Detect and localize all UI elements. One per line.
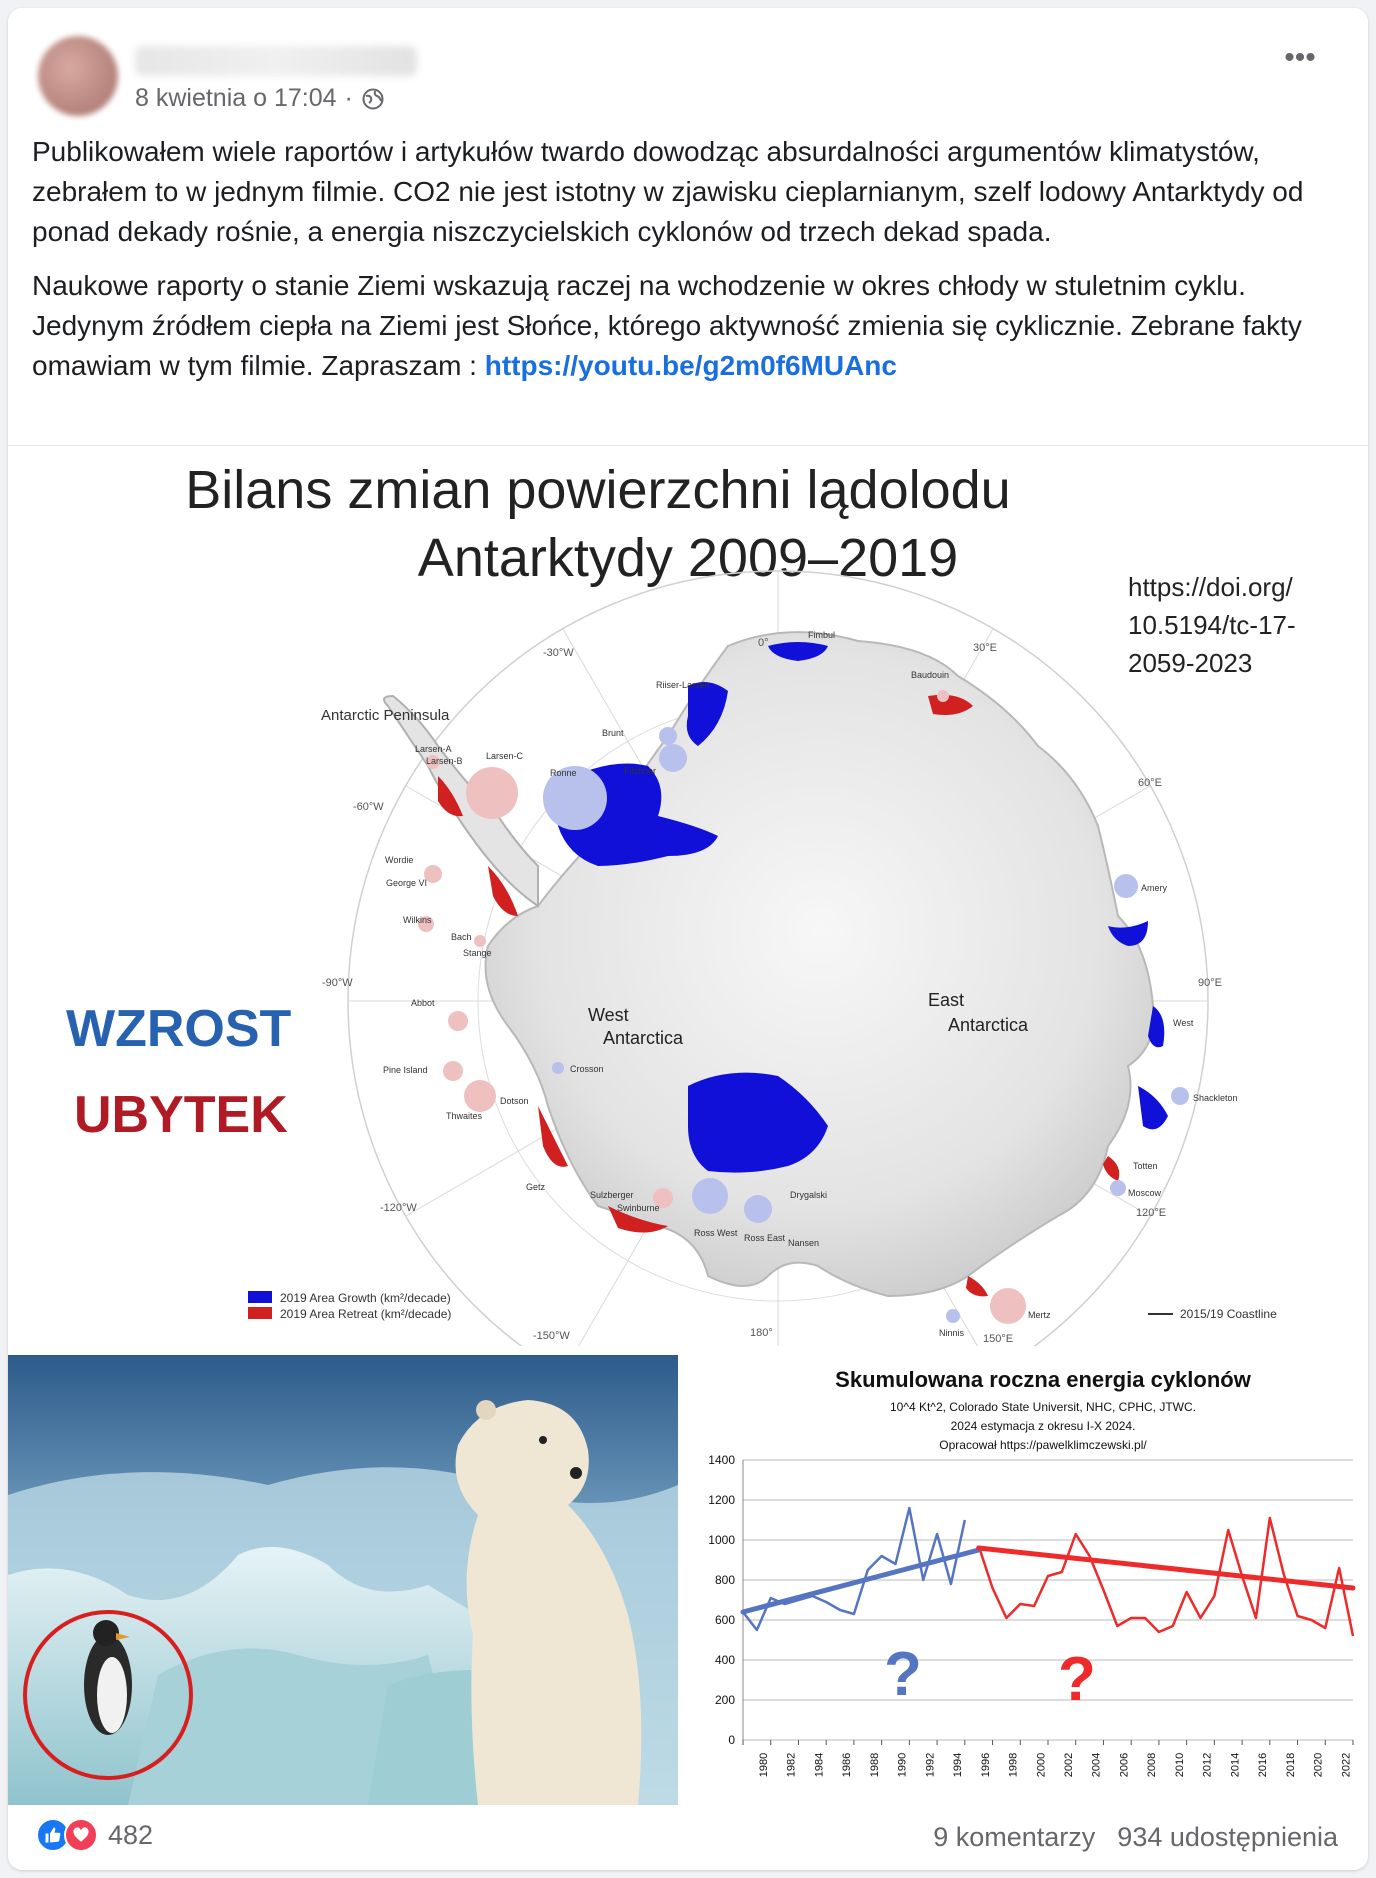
abbot-circle — [448, 1011, 468, 1031]
post-card — [8, 8, 1368, 1870]
peninsula-label: Antarctic Peninsula — [321, 707, 450, 724]
x-tick-label: 2002 — [1063, 1752, 1075, 1778]
svg-text:Thwaites: Thwaites — [446, 1111, 483, 1121]
svg-text:Larsen-C: Larsen-C — [486, 751, 524, 761]
loss-label: UBYTEK — [74, 1086, 288, 1144]
x-tick-label: 1988 — [868, 1752, 881, 1778]
post-paragraph-1: Publikowałem wiele raportów i artykułów twardo dowodząc absurdalności argumentów klimatystów, zebrałem to w jednym filmie. CO2 nie jest istotny w zjawisku cieplarnianym, szelf lodowy Antarktydy od ponad dekady rośnie, a energia niszczycielskich cyklonów od trzech dekad spada. — [32, 136, 1304, 247]
chart-x-ticks — [743, 1740, 1368, 1777]
svg-text:-150°W: -150°W — [533, 1330, 570, 1342]
y-tick-label: 1200 — [708, 1493, 735, 1507]
svg-text:Drygalski: Drygalski — [790, 1190, 828, 1200]
moscow-circle — [1110, 1180, 1126, 1196]
question-mark-red: ? — [1058, 1645, 1096, 1714]
y-tick-label: 200 — [714, 1693, 735, 1707]
y-tick-label: 600 — [714, 1613, 735, 1627]
mertz-circle — [990, 1288, 1026, 1324]
svg-text:-120°W: -120°W — [380, 1202, 417, 1214]
west-label-2: Antarctica — [603, 1028, 684, 1048]
doi-line3: 2059-2023 — [1128, 648, 1253, 678]
post-header — [38, 36, 1338, 126]
svg-text:Baudouin: Baudouin — [911, 670, 950, 680]
reactions-summary[interactable] — [36, 1818, 153, 1852]
svg-text:Bach: Bach — [451, 932, 472, 942]
y-tick-label: 800 — [714, 1573, 735, 1587]
y-tick-label: 1000 — [708, 1533, 735, 1547]
bach-circle — [474, 935, 486, 947]
series-line-red — [979, 1518, 1353, 1636]
x-tick-label: 2018 — [1284, 1752, 1297, 1778]
trend-line-blue — [743, 1550, 979, 1612]
map-svg — [8, 446, 1368, 1346]
x-tick-label: 2010 — [1173, 1752, 1186, 1778]
x-tick-label: 2006 — [1118, 1752, 1131, 1778]
svg-text:Getz: Getz — [526, 1182, 546, 1192]
ross-west-circle — [692, 1178, 728, 1214]
shackleton-growth — [1138, 1086, 1168, 1129]
chart-series — [743, 1508, 1353, 1636]
x-tick-label: 1992 — [924, 1752, 937, 1778]
svg-text:Shackleton: Shackleton — [1193, 1093, 1238, 1103]
map-title-line2: Antarktydy 2009–2019 — [417, 528, 959, 588]
y-tick-label: 1400 — [708, 1453, 735, 1467]
svg-text:Riiser-Larsen: Riiser-Larsen — [656, 680, 710, 690]
larsen-c-circle — [466, 767, 518, 819]
svg-text:Ross East: Ross East — [744, 1233, 786, 1243]
thwaites-circle — [464, 1080, 496, 1112]
shackleton-circle — [1171, 1087, 1189, 1105]
svg-text:Amery: Amery — [1141, 883, 1168, 893]
svg-text:Ninnis: Ninnis — [939, 1328, 965, 1338]
post-footer — [8, 1804, 1368, 1870]
x-tick-label: 1982 — [785, 1752, 798, 1778]
timestamp[interactable]: 8 kwietnia o 17:04 — [135, 84, 337, 112]
legend-coast-label: 2015/19 Coastline — [1180, 1307, 1277, 1321]
y-tick-label: 0 — [728, 1733, 735, 1747]
svg-text:Moscow: Moscow — [1128, 1188, 1162, 1198]
svg-text:Larsen-A: Larsen-A — [415, 744, 452, 754]
svg-text:Ronne: Ronne — [550, 768, 577, 778]
polar-scene-svg — [8, 1355, 678, 1805]
baudouin-circle — [937, 690, 949, 702]
legend-growth-label: 2019 Area Growth (km²/decade) — [280, 1291, 451, 1305]
post-paragraph-2 — [32, 266, 1344, 386]
cyclone-energy-chart-image[interactable] — [688, 1355, 1368, 1805]
shares-count[interactable]: 934 udostępnienia — [1117, 1822, 1338, 1852]
meta-separator: · — [344, 84, 353, 112]
svg-text:60°E: 60°E — [1138, 777, 1162, 789]
svg-text:-60°W: -60°W — [353, 801, 384, 813]
svg-text:Dotson: Dotson — [500, 1096, 529, 1106]
svg-text:Crosson: Crosson — [570, 1064, 604, 1074]
comments-count[interactable]: 9 komentarzy — [933, 1822, 1096, 1852]
filchner-circle — [659, 744, 687, 772]
doi-line1: https://doi.org/ — [1128, 572, 1293, 602]
svg-text:Filchner: Filchner — [624, 766, 657, 776]
svg-text:Swinburne: Swinburne — [617, 1203, 660, 1213]
east-label-2: Antarctica — [948, 1015, 1029, 1035]
svg-text:30°E: 30°E — [973, 642, 997, 654]
svg-text:180°: 180° — [750, 1327, 773, 1339]
video-link[interactable]: https://youtu.be/g2m0f6MUAnc — [484, 350, 897, 381]
svg-text:Mertz: Mertz — [1028, 1310, 1051, 1320]
mertz-retreat — [966, 1276, 988, 1296]
svg-text:120°E: 120°E — [1136, 1207, 1167, 1219]
chart-gridlines — [743, 1460, 1353, 1740]
antarctica-map-image[interactable] — [8, 445, 1368, 1345]
svg-text:Nansen: Nansen — [788, 1238, 820, 1248]
y-tick-label: 400 — [714, 1653, 735, 1667]
brunt-circle — [659, 727, 677, 745]
west-label-1: West — [588, 1005, 629, 1025]
legend-retreat-label: 2019 Area Retreat (km²/decade) — [280, 1307, 452, 1321]
chart-y-ticks — [708, 1453, 735, 1747]
x-tick-label: 2016 — [1257, 1752, 1270, 1778]
x-tick-label: 1986 — [841, 1752, 854, 1778]
doi-line2: 10.5194/tc-17- — [1128, 610, 1296, 640]
svg-text:Sulzberger: Sulzberger — [590, 1190, 634, 1200]
legend-growth-swatch — [248, 1291, 272, 1303]
x-tick-label: 2004 — [1090, 1752, 1103, 1778]
question-mark-blue: ? — [884, 1640, 922, 1709]
x-tick-label: 1990 — [896, 1752, 909, 1778]
svg-text:Wilkins: Wilkins — [403, 915, 432, 925]
x-tick-label: 1980 — [758, 1752, 770, 1778]
series-line-blue — [743, 1508, 965, 1630]
crosson-circle — [552, 1062, 564, 1074]
svg-text:Totten: Totten — [1133, 1161, 1158, 1171]
x-tick-label: 2022 — [1340, 1752, 1353, 1778]
pine-island-circle — [443, 1061, 463, 1081]
ross-east-circle — [744, 1195, 772, 1223]
svg-text:Pine Island: Pine Island — [383, 1065, 428, 1075]
svg-text:Abbot: Abbot — [411, 998, 435, 1008]
post-meta — [135, 84, 385, 113]
svg-text:Larsen-B: Larsen-B — [426, 756, 463, 766]
trend-line-red — [979, 1548, 1353, 1588]
svg-text:-90°W: -90°W — [322, 977, 353, 989]
engagement-counts — [933, 1822, 1338, 1853]
reaction-count: 482 — [108, 1819, 154, 1850]
legend-retreat-swatch — [248, 1307, 272, 1319]
svg-text:Wordie: Wordie — [385, 855, 414, 865]
x-tick-label: 1994 — [952, 1752, 965, 1778]
x-tick-label: 2000 — [1035, 1752, 1048, 1778]
east-label-1: East — [928, 990, 965, 1010]
x-tick-label: 1996 — [979, 1752, 992, 1778]
globe-icon — [361, 87, 385, 111]
chart-title: Skumulowana roczna energia cyklonów — [835, 1367, 1251, 1392]
svg-text:Ross West: Ross West — [694, 1228, 738, 1238]
svg-text:Brunt: Brunt — [602, 728, 624, 738]
cyclone-chart-svg — [688, 1355, 1368, 1805]
author-name-blurred[interactable] — [135, 46, 417, 76]
chart-subtitle-3: Opracował https://pawelklimczewski.pl/ — [939, 1438, 1147, 1452]
x-tick-label: 2008 — [1146, 1752, 1159, 1778]
x-tick-label: 1984 — [813, 1752, 826, 1778]
x-tick-label: 1998 — [1007, 1752, 1020, 1778]
avatar[interactable] — [38, 36, 118, 116]
svg-text:Fimbul: Fimbul — [808, 630, 836, 640]
ninnis-circle — [946, 1309, 960, 1323]
svg-text:West: West — [1173, 1018, 1194, 1028]
x-tick-label: 2014 — [1229, 1752, 1242, 1778]
svg-text:Stange: Stange — [463, 948, 492, 958]
svg-text:0°: 0° — [758, 637, 769, 649]
post-paragraph-2-text: Naukowe raporty o stanie Ziemi wskazują raczej na wchodzenie w okres chłody w stuletnim cyklu. Jedynym źródłem ciepła na Ziemi jest Słońce, którego aktywność zmienia się cyklicznie. Zebrane fakty omawiam w tym filmie. Zapraszam : — [32, 270, 1302, 381]
svg-text:-30°W: -30°W — [543, 647, 574, 659]
polar-bear-penguin-image[interactable] — [8, 1355, 678, 1805]
svg-text:90°E: 90°E — [1198, 977, 1222, 989]
growth-label: WZROST — [66, 1000, 292, 1058]
post-text — [32, 132, 1344, 400]
chart-subtitle-2: 2024 estymacja z okresu I-X 2024. — [950, 1419, 1136, 1433]
svg-text:150°E: 150°E — [983, 1333, 1014, 1345]
svg-text:George VI: George VI — [386, 878, 428, 888]
amery-circle — [1114, 874, 1138, 898]
more-options-icon[interactable]: ••• — [1284, 41, 1316, 74]
map-title-line1: Bilans zmian powierzchni lądolodu — [185, 460, 1011, 520]
chart-subtitle-1: 10^4 Kt^2, Colorado State Universit, NHC, CPHC, JTWC. — [889, 1400, 1197, 1414]
x-tick-label: 2020 — [1312, 1752, 1325, 1778]
love-reaction-icon — [64, 1818, 98, 1852]
x-tick-label: 2012 — [1201, 1752, 1214, 1778]
